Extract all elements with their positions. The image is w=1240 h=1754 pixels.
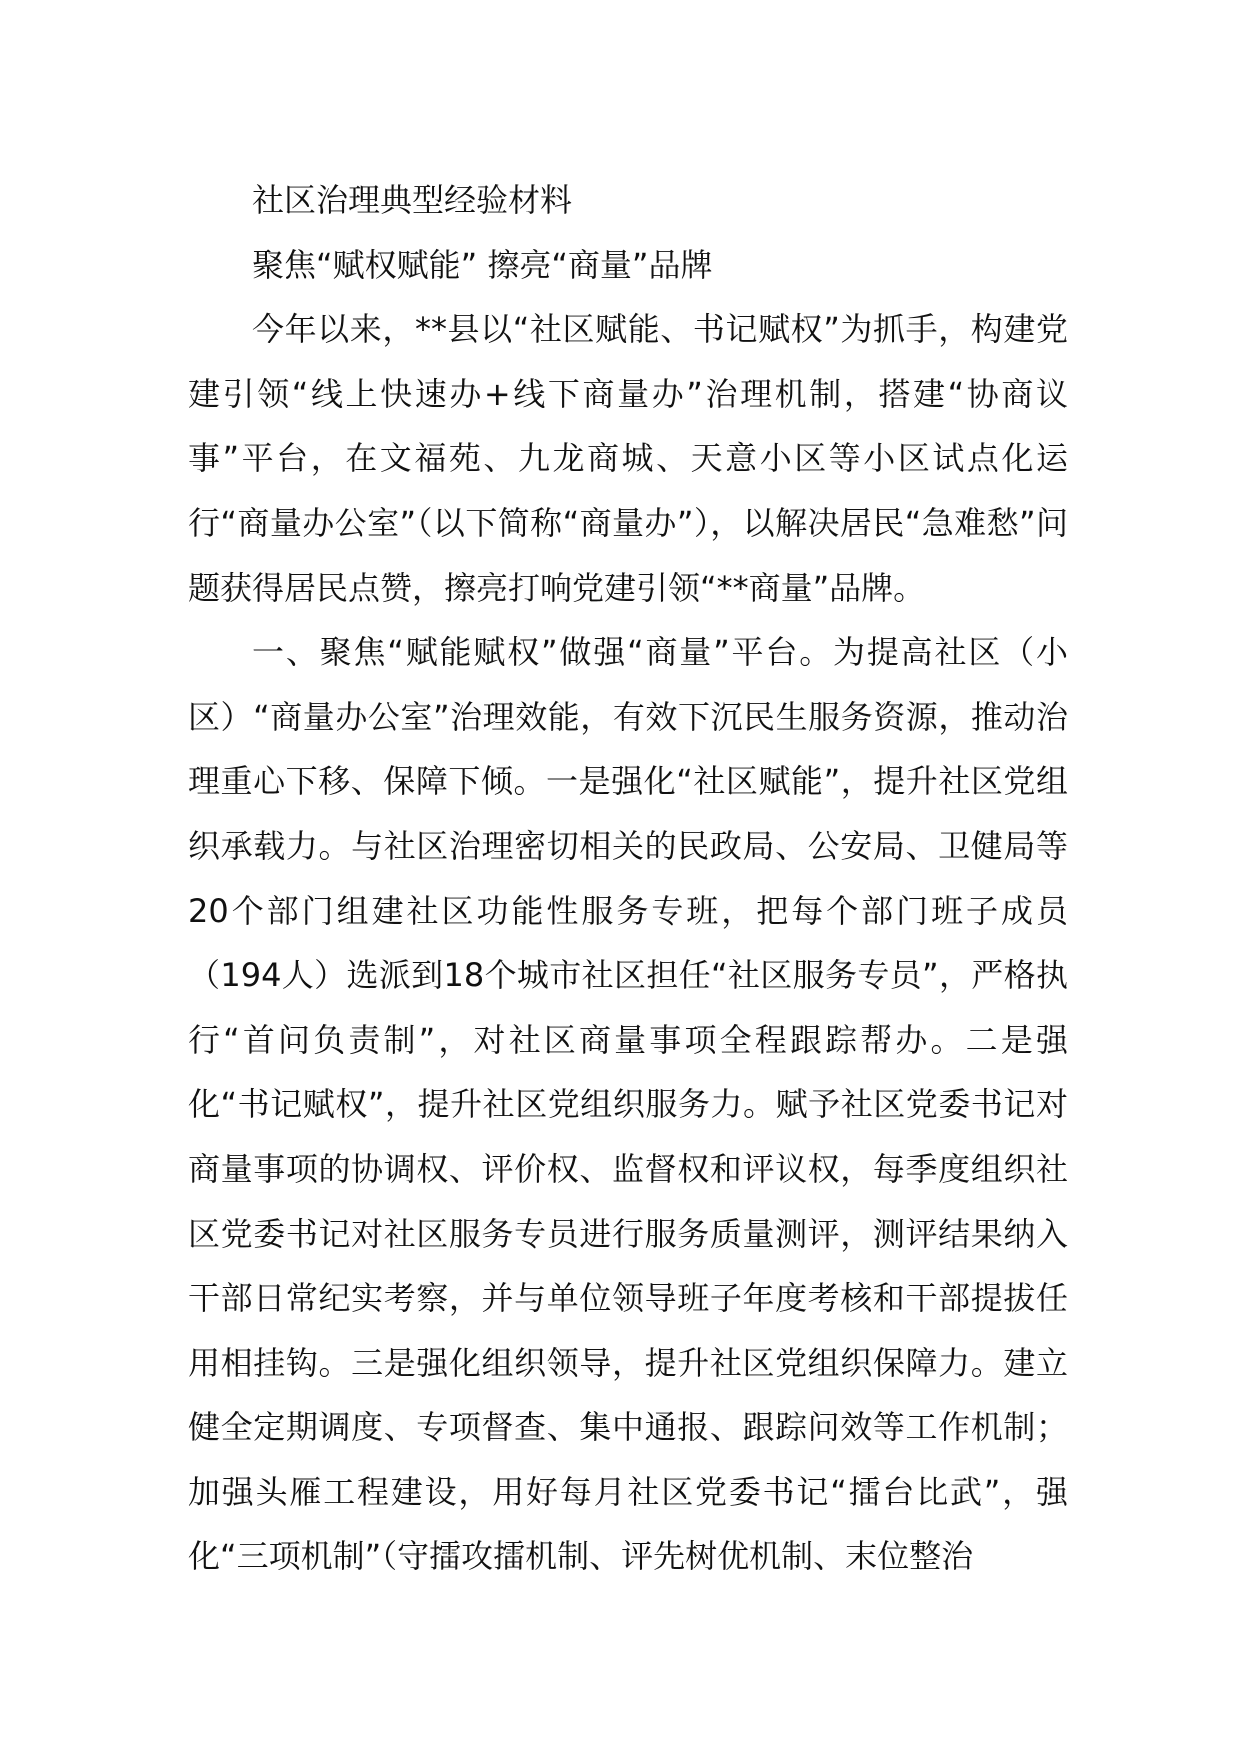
- paragraph-section-one: 一、聚焦“赋能赋权”做强“商量”平台。为提高社区（小区）“商量办公室”治理效能，有效下沉民生服务资源，推动治理重心下移、保障下倾。一是强化“社区赋能”，提升社区党组织承载力。与社区治理密切相关的民政局、公安局、卫健局等20个部门组建社区功能性服务专班，把每个部门班子成员（194人）选派到18个城市社区担任“社区服务专员”，严格执行“首问负责制”，对社区商量事项全程跟踪帮办。二是强化“书记赋权”，提升社区党组织服务力。赋予社区党委书记对商量事项的协调权、评价权、监督权和评议权，每季度组织社区党委书记对社区服务专员进行服务质量测评，测评结果纳入干部日常纪实考察，并与单位领导班子年度考核和干部提拔任用相挂钩。三是强化组织领导，提升社区党组织保障力。建立健全定期调度、专项督查、集中通报、跟踪问效等工作机制；加强头雁工程建设，用好每月社区党委书记“擂台比武”，强化“三项机制”（守擂攻擂机制、评先树优机制、末位整治: [188, 633, 1068, 1576]
- document-title: 社区治理典型经验材料: [252, 181, 573, 219]
- document-subtitle: 聚焦“赋权赋能” 擦亮“商量”品牌: [252, 245, 713, 284]
- paragraph-intro: 今年以来，**县以“社区赋能、书记赋权”为抓手，构建党建引领“线上快速办+线下商量办”治理机制，搭建“协商议事”平台，在文福苑、九龙商城、天意小区等小区试点化运行“商量办公室”（以下简称“商量办”），以解决居民“急难愁”问题获得居民点赞，擦亮打响党建引领“**商量”品牌。: [188, 310, 1068, 607]
- document-body: [188, 168, 1068, 1589]
